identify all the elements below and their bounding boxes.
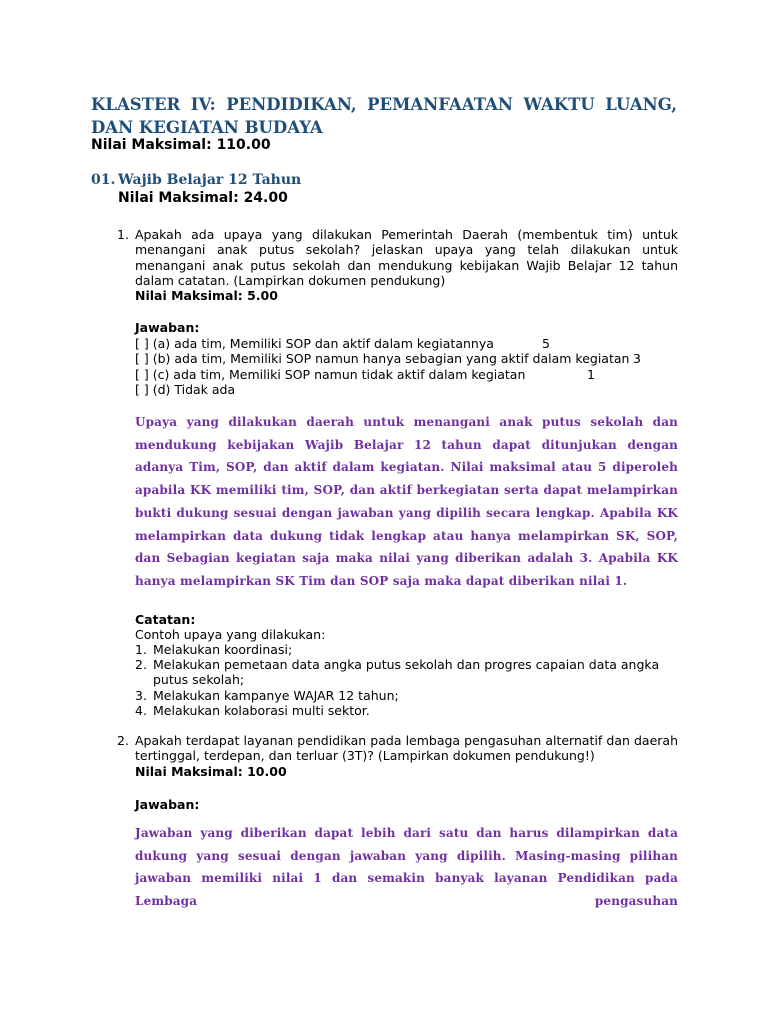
question-1-max-score: Nilai Maksimal: 5.00: [135, 288, 278, 303]
answer-option-d[interactable]: [ ] (d) Tidak ada: [135, 382, 236, 397]
list-item-text: Melakukan pemetaan data angka putus sekolah dan progres capaian data angka putus sekolah;: [153, 657, 660, 688]
answer-option-c[interactable]: [ ] (c) ada tim, Memiliki SOP namun tidak aktif dalam kegiatan: [135, 367, 526, 382]
section-max-score: Nilai Maksimal: 24.00: [118, 190, 288, 206]
answer-label: Jawaban:: [135, 797, 200, 812]
list-item: [135, 657, 678, 688]
cluster-title: KLASTER IV: PENDIDIKAN, PEMANFAATAN WAKTU LUANG, DAN KEGIATAN BUDAYA: [91, 95, 677, 137]
list-item: [135, 703, 678, 718]
question-number: 1.: [117, 227, 129, 242]
list-item-text: Melakukan koordinasi;: [153, 642, 293, 657]
list-item-text: Melakukan kampanye WAJAR 12 tahun;: [153, 688, 399, 703]
list-item: [135, 642, 678, 657]
answer-label: Jawaban:: [135, 320, 200, 335]
notes-heading: Catatan:: [135, 612, 196, 627]
section-title: Wajib Belajar 12 Tahun: [118, 172, 302, 188]
list-item-number: 3.: [135, 688, 147, 703]
cluster-max-score: Nilai Maksimal: 110.00: [91, 137, 271, 153]
section-heading: [91, 172, 302, 188]
list-item: [135, 688, 678, 703]
question-2-max-score: Nilai Maksimal: 10.00: [135, 764, 287, 779]
question-2: [117, 733, 678, 764]
scoring-explanation: Jawaban yang diberikan dapat lebih dari satu dan harus dilampirkan data dukung yang sesuai dengan jawaban yang dipilih. Masing-masing pilihan jawaban memiliki nilai 1 dan semakin banyak layanan Pendidikan pada Lembaga pengasuhan: [135, 826, 678, 909]
list-item-number: 1.: [135, 642, 147, 657]
list-item-text: Melakukan kolaborasi multi sektor.: [153, 703, 370, 718]
option-score: 1: [587, 367, 595, 382]
list-item-number: 2.: [135, 657, 147, 672]
scoring-explanation: Upaya yang dilakukan daerah untuk menangani anak putus sekolah dan mendukung kebijakan Wajib Belajar 12 tahun dapat ditunjukan dengan adanya Tim, SOP, dan aktif dalam kegiatan. Nilai maksimal atau 5 diperoleh apabila KK memiliki tim, SOP, dan aktif berkegiatan serta dapat melampirkan bukti dukung sesuai dengan jawaban yang dipilih secara lengkap. Apabila KK melampirkan data dukung tidak lengkap atau hanya melampirkan SK, SOP, dan Sebagian kegiatan saja maka nilai yang diberikan adalah 3. Apabila KK hanya melampirkan SK Tim dan SOP saja maka dapat diberikan nilai 1.: [135, 415, 678, 588]
option-score: 5: [542, 336, 550, 351]
notes-intro: Contoh upaya yang dilakukan:: [135, 627, 326, 642]
answer-option-a[interactable]: [ ] (a) ada tim, Memiliki SOP dan aktif dalam kegiatannya: [135, 336, 494, 351]
question-1: [117, 227, 678, 288]
section-number: 01.: [91, 172, 116, 188]
list-item-number: 4.: [135, 703, 147, 718]
answer-option-b[interactable]: [ ] (b) ada tim, Memiliki SOP namun hanya sebagian yang aktif dalam kegiatan: [135, 351, 630, 366]
question-text: Apakah ada upaya yang dilakukan Pemerintah Daerah (membentuk tim) untuk menangani anak putus sekolah? jelaskan upaya yang telah dilakukan untuk menangani anak putus sekolah dan mendukung kebijakan Wajib Belajar 12 tahun dalam catatan. (Lampirkan dokumen pendukung): [135, 227, 678, 288]
question-number: 2.: [117, 733, 129, 748]
question-text: Apakah terdapat layanan pendidikan pada lembaga pengasuhan alternatif dan daerah tertinggal, terdepan, dan terluar (3T)? (Lampirkan dokumen pendukung!): [135, 733, 678, 764]
option-score: 3: [633, 351, 641, 366]
